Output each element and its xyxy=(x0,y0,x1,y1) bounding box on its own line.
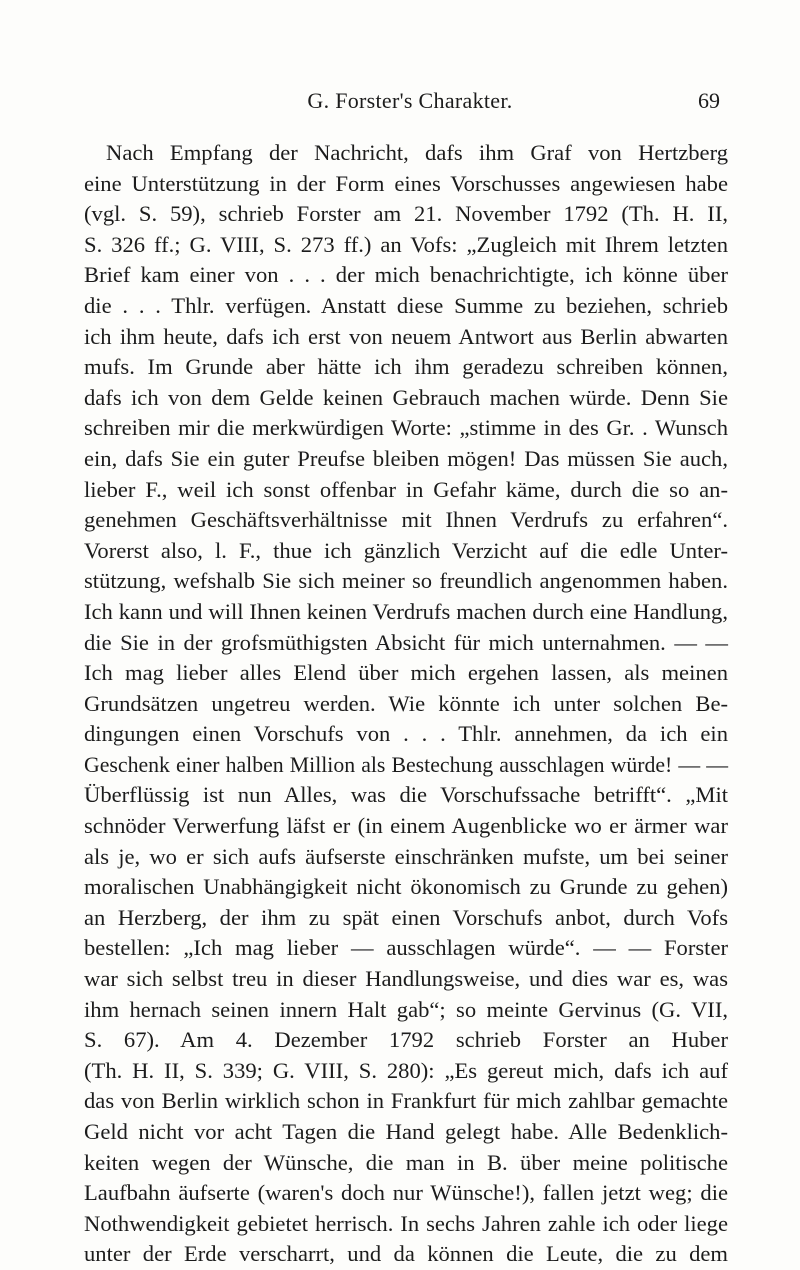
text-line: ein, dafs Sie ein guter Preufse bleiben mögen! Das müssen Sie auch, xyxy=(84,445,728,471)
text-line: keiten wegen der Wünsche, die man in B. über meine politische xyxy=(84,1149,728,1175)
text-line: lieber F., weil ich sonst offenbar in Gefahr käme, durch die so an- xyxy=(84,476,728,502)
text-line: (vgl. S. 59), schrieb Forster am 21. November 1792 (Th. H. II, xyxy=(84,201,728,227)
body-text xyxy=(84,138,728,1270)
text-line: schnöder Verwerfung läfst er (in einem Augenblicke wo er ärmer war xyxy=(84,813,728,839)
text-line: unter der Erde verscharrt, und da können die Leute, die zu dem xyxy=(84,1241,728,1267)
text-line: (Th. H. II, S. 339; G. VIII, S. 280): „Es gereut mich, dafs ich auf xyxy=(84,1057,728,1083)
text-line: an Herzberg, der ihm zu spät einen Vorschufs anbot, durch Vofs xyxy=(84,904,728,930)
text-line: Geschenk einer halben Million als Bestechung ausschlagen würde! — — xyxy=(84,752,728,777)
running-title: G. Forster's Charakter. xyxy=(307,88,513,113)
text-line: Nach Empfang der Nachricht, dafs ihm Graf von Hertzberg xyxy=(106,140,728,165)
text-line: ihm hernach seinen innern Halt gab“; so meinte Gervinus (G. VII, xyxy=(84,996,728,1022)
page-number: 69 xyxy=(698,88,720,113)
text-line: dafs ich von dem Gelde keinen Gebrauch machen würde. Denn Sie xyxy=(84,384,728,410)
text-line: Vorerst also, l. F., thue ich gänzlich Verzicht auf die edle Unter- xyxy=(84,537,728,563)
text-line: stützung, wefshalb Sie sich meiner so freundlich angenommen haben. xyxy=(84,568,728,594)
text-line: schreiben mir die merkwürdigen Worte: „stimme in des Gr. . Wunsch xyxy=(84,415,728,441)
text-line: S. 326 ff.; G. VIII, S. 273 ff.) an Vofs: „Zugleich mit Ihrem letzten xyxy=(84,231,728,257)
text-line: Brief kam einer von . . . der mich benachrichtigte, ich könne über xyxy=(84,262,728,288)
text-line: die Sie in der grofsmüthigsten Absicht für mich unternahmen. — — xyxy=(84,629,728,655)
text-line: als je, wo er sich aufs äufserste einschränken mufste, um bei seiner xyxy=(84,843,728,869)
text-line: die . . . Thlr. verfügen. Anstatt diese Summe zu beziehen, schrieb xyxy=(84,292,728,318)
text-line: Laufbahn äufserte (waren's doch nur Wünsche!), fallen jetzt weg; die xyxy=(84,1180,728,1206)
text-line: mufs. Im Grunde aber hätte ich ihm geradezu schreiben können, xyxy=(84,354,728,380)
text-line: eine Unterstützung in der Form eines Vorschusses angewiesen habe xyxy=(84,170,728,196)
running-head xyxy=(100,86,720,116)
text-line: Ich mag lieber alles Elend über mich ergehen lassen, als meinen xyxy=(84,660,728,686)
text-line: genehmen Geschäftsverhältnisse mit Ihnen Verdrufs zu erfahren“. xyxy=(84,507,728,533)
text-line: bestellen: „Ich mag lieber — ausschlagen würde“. — — Forster xyxy=(84,935,728,961)
text-line: Geld nicht vor acht Tagen die Hand gelegt habe. Alle Bedenklich- xyxy=(84,1119,728,1144)
text-line: Überflüssig ist nun Alles, was die Vorschufssache betrifft“. „Mit xyxy=(84,782,728,808)
text-line: Nothwendigkeit gebietet herrisch. In sechs Jahren zahle ich oder liege xyxy=(84,1210,728,1236)
text-line: das von Berlin wirklich schon in Frankfurt für mich zahlbar gemachte xyxy=(84,1088,728,1114)
text-line: ich ihm heute, dafs ich erst von neuem Antwort aus Berlin abwarten xyxy=(84,323,728,349)
text-line: Ich kann und will Ihnen keinen Verdrufs machen durch eine Handlung, xyxy=(84,598,728,624)
text-line: dingungen einen Vorschufs von . . . Thlr. annehmen, da ich ein xyxy=(84,721,728,747)
text-line: S. 67). Am 4. Dezember 1792 schrieb Forster an Huber xyxy=(84,1027,728,1053)
text-line: war sich selbst treu in dieser Handlungsweise, und dies war es, was xyxy=(84,966,728,992)
text-line: moralischen Unabhängigkeit nicht ökonomisch zu Grunde zu gehen) xyxy=(84,874,728,900)
text-line: Grundsätzen ungetreu werden. Wie könnte ich unter solchen Be- xyxy=(84,690,728,716)
